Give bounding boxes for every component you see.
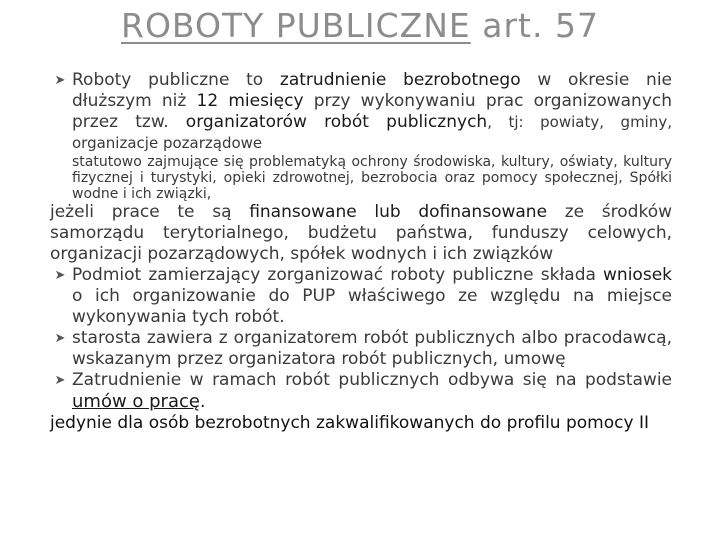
text-highlight: wniosek (603, 265, 672, 285)
bullet-arrow-icon: ➤ (54, 73, 66, 88)
text-segment: starosta zawiera z organizatorem robót publicznych albo pracodawcą, wskazanym przez organizatora robót publicznych, umowę (72, 328, 672, 369)
page-title (0, 6, 720, 45)
bullet-paragraph (50, 370, 672, 413)
small-paragraph: statutowo zajmujące się problematyką ochrony środowiska, kultury, oświaty, kultury fizycznej i turystyki, opieki zdrowotnej, bezrobocia oraz pomocy społecznej, Spółki wodne i ich związki, (72, 154, 672, 202)
text-segment: Podmiot zamierzający zorganizować roboty publiczne składa (72, 265, 604, 285)
slide-body (50, 70, 672, 434)
text-segment: Roboty publiczne to (72, 70, 280, 90)
text-segment: jeżeli prace te są (50, 202, 250, 222)
text-segment: . (199, 392, 206, 412)
bullet-paragraph (50, 265, 672, 328)
text-highlight: 12 miesięcy (196, 91, 304, 111)
text-highlight: finansowane lub dofinansowane (249, 202, 548, 222)
title-main: ROBOTY PUBLICZNE (121, 6, 471, 45)
text-underlined: umów o pracę (72, 391, 200, 412)
bullet-arrow-icon: ➤ (54, 331, 66, 346)
bullet-arrow-icon: ➤ (54, 268, 66, 283)
paragraph (50, 202, 672, 265)
text-segment: Zatrudnienie w ramach robót publicznych odbywa się na podstawie (72, 370, 672, 390)
text-segment: o ich organizowanie do PUP właściwego ze względu na miejsce wykonywania tych robót. (72, 286, 672, 327)
text-segment: , tj: powiaty, gminy, organizacje pozarządowe (72, 113, 672, 152)
text-highlight: organizatorów robót publicznych (185, 112, 488, 132)
text-segment: przy wykonywaniu prac organizowanych przez tzw. (72, 91, 673, 132)
text-segment: ze środków samorządu terytorialnego, budżetu państwa, funduszy celowych, organizacji pozarządowych, spółek wodnych i ich związków (50, 202, 673, 264)
bullet-paragraph (50, 328, 672, 370)
bullet-arrow-icon: ➤ (54, 373, 66, 388)
text-segment: w okresie nie dłuższym niż (72, 70, 673, 111)
bullet-paragraph (50, 70, 672, 154)
paragraph-conclusion: jedynie dla osób bezrobotnych zakwalifikowanych do profilu pomocy II (50, 413, 649, 433)
text-highlight: zatrudnienie bezrobotnego (279, 70, 521, 90)
title-article: art. 57 (470, 6, 599, 45)
